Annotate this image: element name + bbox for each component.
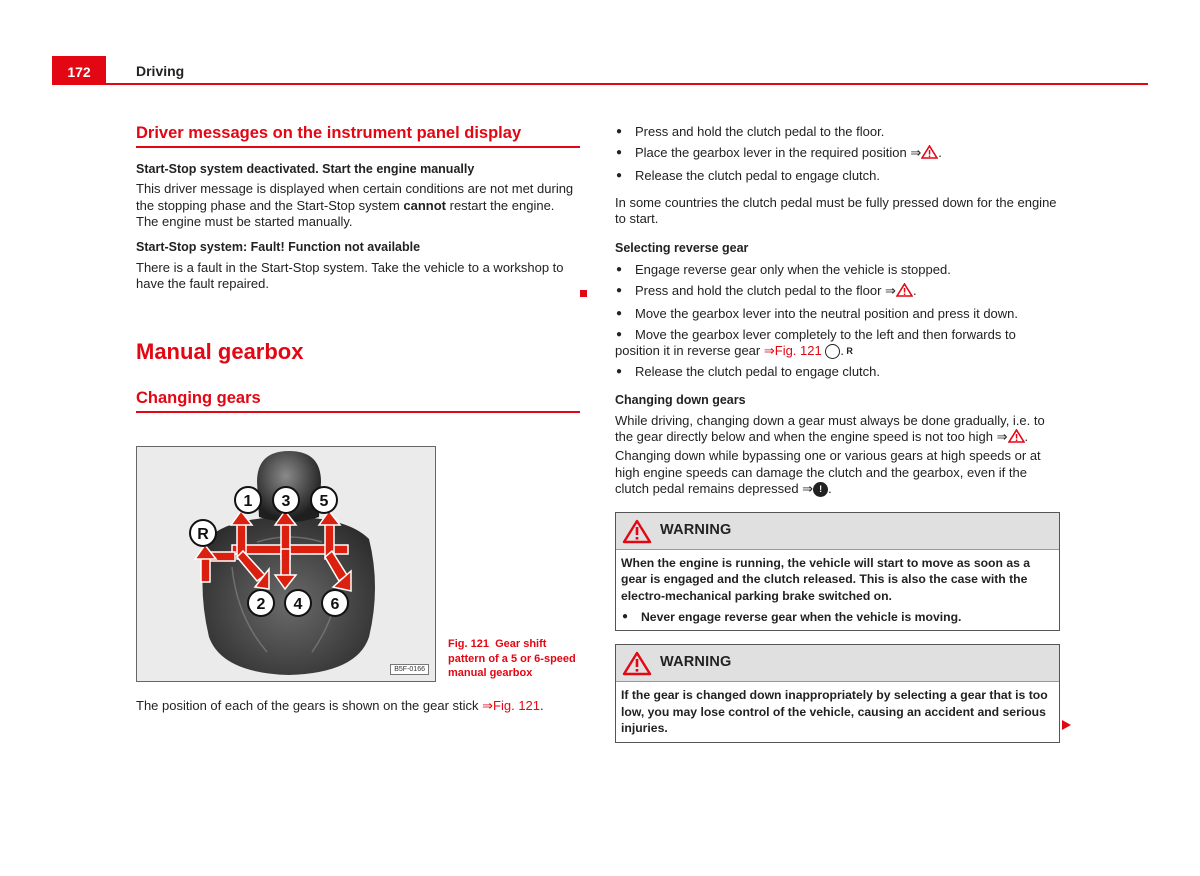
left-column xyxy=(136,124,580,413)
warning-title: WARNING xyxy=(660,654,732,671)
reverse-gear-callout: R xyxy=(825,344,840,359)
warning-box-1 xyxy=(615,512,1060,631)
list-item: ● Release the clutch pedal to engage clutch. xyxy=(615,364,1060,381)
continue-arrow-icon xyxy=(1062,720,1071,730)
link-fig-121[interactable]: ⇒Fig. 121 xyxy=(482,698,541,713)
gear-label-r: R xyxy=(197,526,209,543)
warning-body: When the engine is running, the vehicle will start to move as soon as a gear is engaged and the clutch released. This is also the case with the electro-mechanical parking brake switched on. ● Never engage reverse gear when the vehicle is moving. xyxy=(616,550,1059,630)
message-2-text: There is a fault in the Start-Stop system. Take the vehicle to a workshop to have the fault repaired. xyxy=(136,259,564,292)
message-2-title: Start-Stop system: Fault! Function not available xyxy=(136,239,421,254)
heading-changing-gears: Changing gears xyxy=(136,389,580,413)
section-title: Driving xyxy=(136,63,185,79)
warning-box-2 xyxy=(615,644,1060,743)
warning-header xyxy=(616,645,1059,682)
warning-title: WARNING xyxy=(660,521,732,538)
gear-position-text: The position of each of the gears is shown on the gear stick ⇒Fig. 121. xyxy=(136,698,544,713)
countries-text: In some countries the clutch pedal must be fully pressed down for the engine to start. xyxy=(615,194,1057,227)
warning-bullet: ● Never engage reverse gear when the vehicle is moving. xyxy=(622,609,962,624)
heading-driver-messages: Driver messages on the instrument panel display xyxy=(136,124,580,148)
figure-gear-shift xyxy=(136,446,436,682)
warning-triangle-icon[interactable] xyxy=(1008,429,1025,448)
message-1-title: Start-Stop system deactivated. Start the engine manually xyxy=(136,162,475,176)
end-of-section-mark xyxy=(580,290,587,297)
gear-label-6: 6 xyxy=(330,596,340,613)
gear-label-1: 1 xyxy=(243,493,253,510)
warning-header xyxy=(616,513,1059,550)
list-item: ● Press and hold the clutch pedal to the floor. xyxy=(615,124,1060,141)
note-icon[interactable]: ! xyxy=(813,482,828,497)
heading-changing-down: Changing down gears xyxy=(615,392,746,407)
gear-label-2: 2 xyxy=(256,596,266,613)
list-item: ● Release the clutch pedal to engage clutch. xyxy=(615,168,1060,185)
bold-cannot: cannot xyxy=(403,197,447,213)
changing-down-text: While driving, changing down a gear must always be done gradually, i.e. to the gear directly below and when the engine speed is not too high ⇒ . Changing down while bypassing one or various gears at high speeds or at high engine speeds can damage the clutch and the gearbox, even if the clutch pedal remains depressed ⇒ ! . xyxy=(615,412,1045,497)
heading-selecting-reverse: Selecting reverse gear xyxy=(615,240,749,255)
warning-body: If the gear is changed down inappropriately by selecting a gear that is too low, you may lose control of the vehicle, causing an accident and serious injuries. xyxy=(621,688,1048,736)
heading-manual-gearbox: Manual gearbox xyxy=(136,338,304,364)
warning-triangle-icon[interactable] xyxy=(921,145,938,164)
figure-code: B5F-0166 xyxy=(390,664,429,675)
list-item: ● Engage reverse gear only when the vehicle is stopped. xyxy=(615,262,1060,279)
list-item: ● Move the gearbox lever into the neutral position and press it down. xyxy=(615,306,1060,323)
list-item: ● Move the gearbox lever completely to the left and then forwards to position it in reverse gear ⇒Fig. 121 R. xyxy=(615,327,1060,360)
page-number: 172 xyxy=(52,56,106,85)
warning-triangle-icon[interactable] xyxy=(896,283,913,302)
header-rule xyxy=(52,83,1148,85)
figure-caption: Fig. 121 Gear shift pattern of a 5 or 6-speed manual gearbox xyxy=(448,638,576,679)
link-fig-121[interactable]: ⇒Fig. 121 xyxy=(763,343,822,359)
gear-label-5: 5 xyxy=(319,493,329,510)
gear-label-4: 4 xyxy=(293,596,303,613)
gear-label-3: 3 xyxy=(281,493,291,510)
right-column xyxy=(615,124,1060,743)
list-item: ● Press and hold the clutch pedal to the floor ⇒ . xyxy=(615,283,1060,302)
warning-triangle-icon xyxy=(622,519,652,544)
gear-shift-illustration xyxy=(137,447,435,681)
message-1-text: This driver message is displayed when certain conditions are not met during the stopping phase and the Start-Stop system cannot restart the engine. The engine must be started manually. xyxy=(136,181,574,230)
figure-caption-number: Fig. 121 xyxy=(448,638,489,650)
warning-triangle-icon xyxy=(622,651,652,676)
list-item: ● Place the gearbox lever in the required position ⇒ . xyxy=(615,145,1060,164)
